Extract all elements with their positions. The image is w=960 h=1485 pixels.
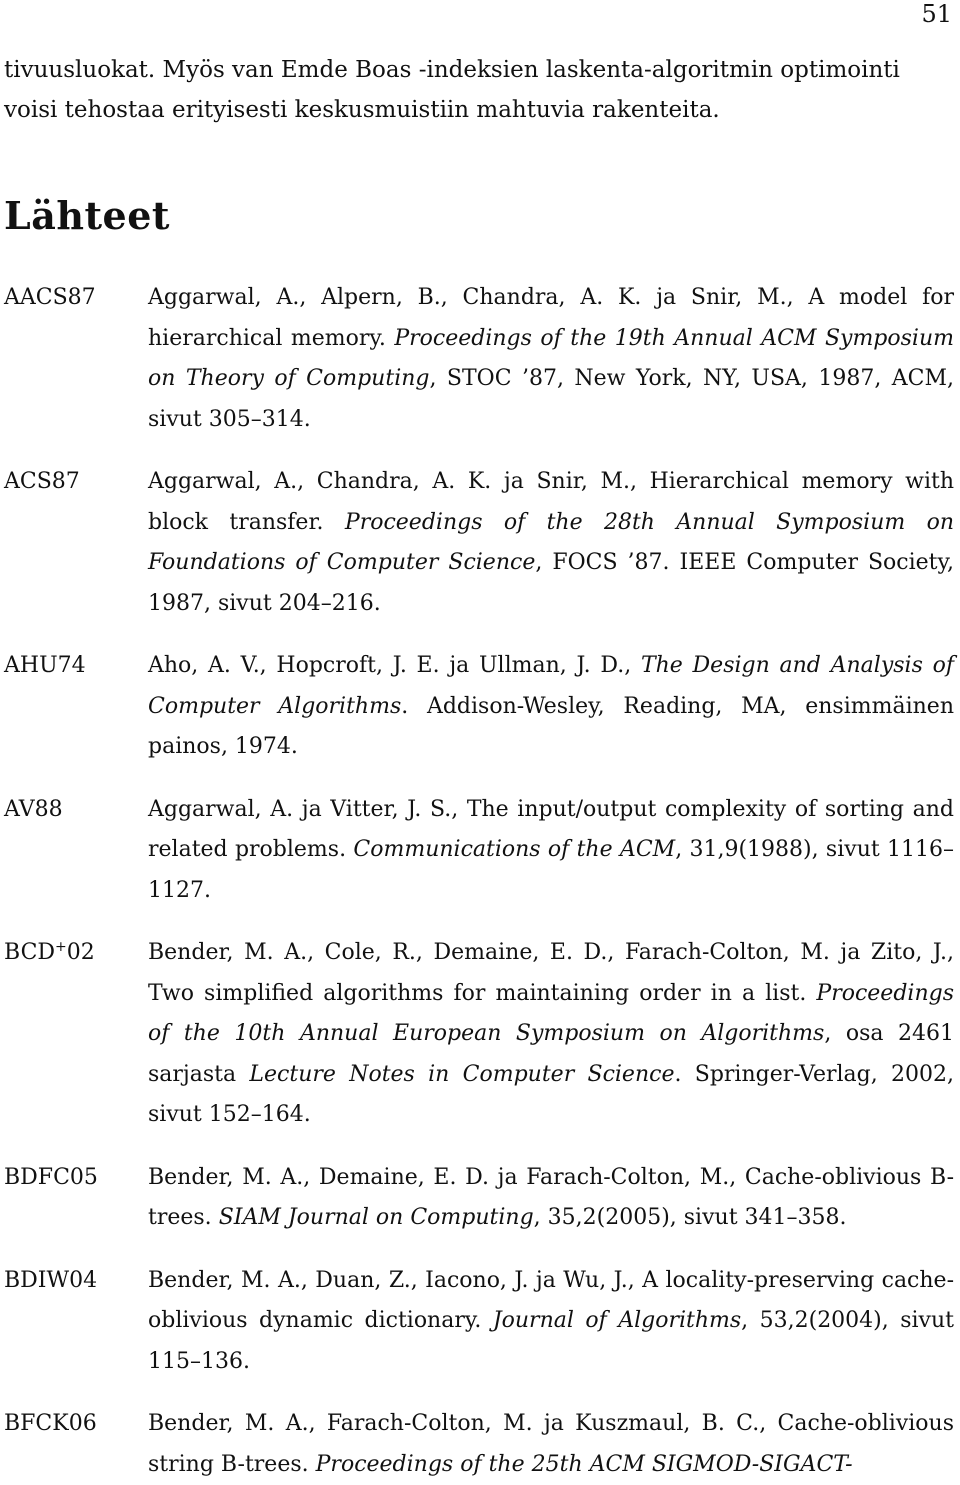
reference-mid: , osa 2461 sarjasta <box>148 1021 954 1087</box>
reference-item <box>0 278 960 440</box>
reference-key: BDIW04 <box>4 1267 98 1293</box>
reference-rest: , STOC ’87, New York, NY, USA, 1987, ACM, sivut 305–314. <box>148 366 954 432</box>
reference-body <box>148 462 954 624</box>
reference-authors: Aggarwal, A. ja Vitter, J. S., The input/output complexity of sorting and related problems. <box>148 796 954 862</box>
page-number: 51 <box>921 0 952 28</box>
reference-item <box>0 790 960 912</box>
reference-venue: Proceedings of the 19th Annual ACM Symposium on Theory of Computing <box>148 325 954 391</box>
reference-key: BCD+02 <box>4 939 95 965</box>
reference-authors: Bender, M. A., Duan, Z., Iacono, J. ja Wu, J., A locality-preserving cache-oblivious dynamic dictionary. <box>148 1267 954 1333</box>
reference-venue: Communications of the ACM <box>353 837 676 862</box>
reference-venue: SIAM Journal on Computing <box>218 1205 534 1230</box>
section-title: Lähteet <box>4 193 170 238</box>
reference-body <box>148 646 954 768</box>
reference-rest: . Springer-Verlag, 2002, sivut 152–164. <box>148 1061 954 1127</box>
reference-venue: The Design and Analysis of Computer Algorithms <box>148 653 954 719</box>
reference-series: Lecture Notes in Computer Science <box>249 1061 675 1087</box>
reference-key: BFCK06 <box>4 1411 97 1436</box>
reference-body <box>148 278 954 440</box>
reference-key-superscript: + <box>55 939 67 955</box>
reference-rest: , 31,9(1988), sivut 1116–1127. <box>148 837 954 903</box>
reference-list <box>0 278 960 1485</box>
reference-authors: Bender, M. A., Cole, R., Demaine, E. D., Farach-Colton, M. ja Zito, J., Two simplified algorithms for maintaining order in a list. <box>148 940 954 1006</box>
reference-key: AACS87 <box>4 285 96 310</box>
reference-authors: Aggarwal, A., Alpern, B., Chandra, A. K. ja Snir, M., A model for hierarchical memory. <box>148 285 954 351</box>
reference-rest: , FOCS ’87. IEEE Computer Society, 1987, sivut 204–216. <box>148 550 954 616</box>
reference-authors: Aho, A. V., Hopcroft, J. E. ja Ullman, J. D., <box>148 653 641 678</box>
reference-body <box>148 790 954 912</box>
reference-item <box>0 933 960 1136</box>
reference-authors: Bender, M. A., Demaine, E. D. ja Farach-Colton, M., Cache-oblivious B-trees. <box>148 1164 954 1230</box>
reference-authors: Bender, M. A., Farach-Colton, M. ja Kuszmaul, B. C., Cache-oblivious string B-trees. <box>148 1411 954 1477</box>
reference-rest: , 53,2(2004), sivut 115–136. <box>148 1308 954 1374</box>
reference-rest: , 35,2(2005), sivut 341–358. <box>533 1205 847 1230</box>
reference-body <box>148 1158 954 1239</box>
reference-venue: Journal of Algorithms <box>492 1308 742 1333</box>
reference-rest: . Addison-Wesley, Reading, MA, ensimmäinen painos, 1974. <box>148 693 954 759</box>
reference-venue: Proceedings of the 10th Annual European Symposium on Algorithms <box>148 980 954 1046</box>
reference-venue: Proceedings of the 25th ACM SIGMOD-SIGACT- <box>315 1451 853 1477</box>
reference-key: AHU74 <box>4 653 86 678</box>
reference-item <box>0 1404 960 1485</box>
reference-body <box>148 933 954 1136</box>
reference-venue: Proceedings of the 28th Annual Symposium on Foundations of Computer Science <box>148 509 954 575</box>
reference-item <box>0 1261 960 1383</box>
intro-paragraph: tivuusluokat. Myös van Emde Boas -indeksien laskenta-algoritmin optimointi voisi tehostaa erityisesti keskusmuistiin mahtuvia rakenteita. <box>4 57 900 123</box>
reference-authors: Aggarwal, A., Chandra, A. K. ja Snir, M., Hierarchical memory with block transfer. <box>148 469 954 535</box>
reference-item <box>0 1158 960 1239</box>
reference-key: ACS87 <box>4 469 80 494</box>
reference-body <box>148 1404 954 1485</box>
reference-key: BDFC05 <box>4 1164 98 1190</box>
reference-key: AV88 <box>4 796 63 822</box>
reference-body <box>148 1261 954 1383</box>
reference-item <box>0 646 960 768</box>
reference-item <box>0 462 960 624</box>
